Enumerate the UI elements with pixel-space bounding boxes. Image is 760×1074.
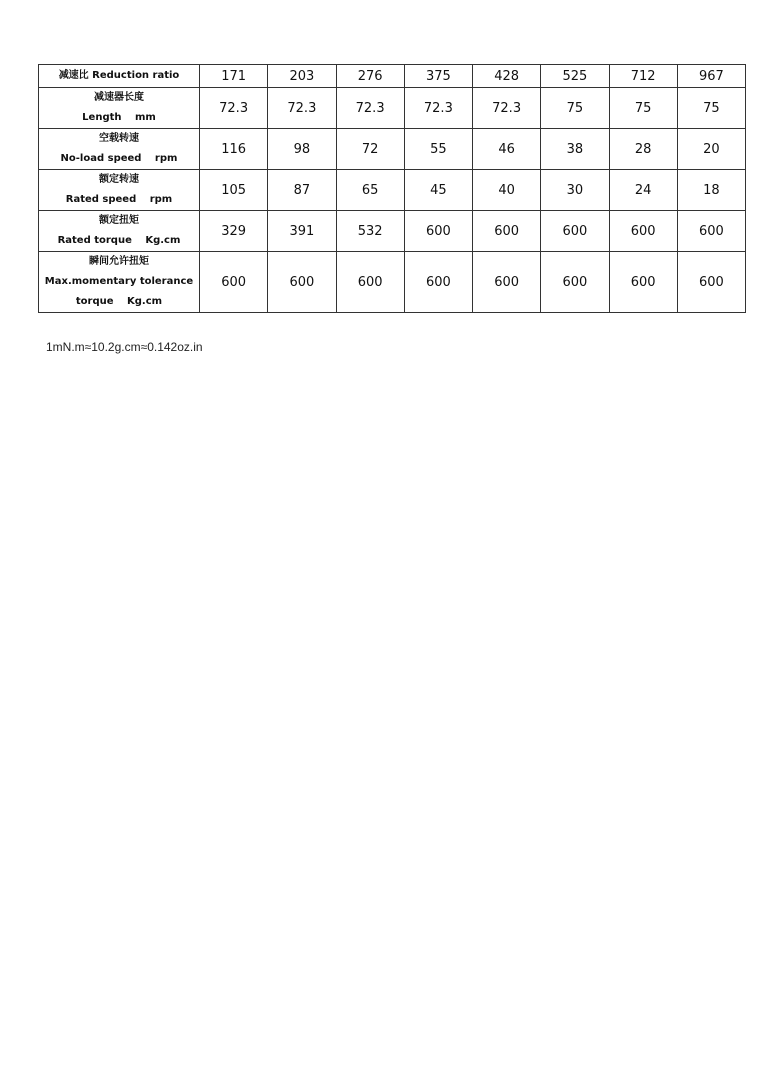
table-cell: 375 bbox=[404, 65, 472, 88]
no-load-speed-row bbox=[39, 129, 746, 170]
table-cell: 45 bbox=[404, 170, 472, 211]
table-cell: 600 bbox=[336, 252, 404, 313]
table-cell: 967 bbox=[677, 65, 745, 88]
table-cell: 72.3 bbox=[336, 88, 404, 129]
table-cell: 276 bbox=[336, 65, 404, 88]
table-cell: 600 bbox=[541, 252, 609, 313]
reduction-ratio-row bbox=[39, 65, 746, 88]
row-label-line: Rated torque Kg.cm bbox=[57, 235, 181, 246]
table-cell: 38 bbox=[541, 129, 609, 170]
table-cell: 72 bbox=[336, 129, 404, 170]
table-cell: 72.3 bbox=[200, 88, 268, 129]
table-cell: 600 bbox=[404, 252, 472, 313]
unit-conversion-note: 1mN.m≈10.2g.cm≈0.142oz.in bbox=[46, 340, 203, 354]
row-label-line: Rated speed rpm bbox=[65, 194, 173, 205]
row-label-line: 减速比 Reduction ratio bbox=[58, 70, 180, 81]
rated-torque-row bbox=[39, 211, 746, 252]
table-cell: 98 bbox=[268, 129, 336, 170]
table-cell: 600 bbox=[677, 252, 745, 313]
row-label-line: 额定扭矩 bbox=[99, 215, 139, 226]
table-cell: 525 bbox=[541, 65, 609, 88]
table-cell: 532 bbox=[336, 211, 404, 252]
table-cell: 46 bbox=[473, 129, 541, 170]
rated-speed-row bbox=[39, 170, 746, 211]
table-cell: 87 bbox=[268, 170, 336, 211]
row-label-line: No-load speed rpm bbox=[60, 153, 178, 164]
row-label-line: 额定转速 bbox=[99, 174, 139, 185]
table-cell: 20 bbox=[677, 129, 745, 170]
row-label-line: torque Kg.cm bbox=[75, 296, 163, 307]
table-cell: 329 bbox=[200, 211, 268, 252]
row-label-line: 瞬间允许扭矩 bbox=[89, 256, 149, 267]
row-label-line: 空载转速 bbox=[99, 133, 139, 144]
table-cell: 65 bbox=[336, 170, 404, 211]
row-label-line: Max.momentary tolerance bbox=[44, 276, 194, 287]
table-cell: 600 bbox=[473, 211, 541, 252]
table-cell: 24 bbox=[609, 170, 677, 211]
table-cell: 75 bbox=[677, 88, 745, 129]
table-cell: 30 bbox=[541, 170, 609, 211]
table-cell: 712 bbox=[609, 65, 677, 88]
table-cell: 600 bbox=[268, 252, 336, 313]
table-cell: 600 bbox=[473, 252, 541, 313]
table-cell: 600 bbox=[609, 211, 677, 252]
table-cell: 391 bbox=[268, 211, 336, 252]
row-label bbox=[39, 211, 200, 252]
row-label-line: Length mm bbox=[82, 112, 156, 123]
table-cell: 18 bbox=[677, 170, 745, 211]
max-momentary-torque-row bbox=[39, 252, 746, 313]
table-cell: 600 bbox=[541, 211, 609, 252]
table-cell: 72.3 bbox=[404, 88, 472, 129]
row-label bbox=[39, 65, 200, 88]
table-cell: 75 bbox=[609, 88, 677, 129]
table-cell: 72.3 bbox=[473, 88, 541, 129]
table-cell: 75 bbox=[541, 88, 609, 129]
row-label bbox=[39, 170, 200, 211]
table-cell: 428 bbox=[473, 65, 541, 88]
table-cell: 40 bbox=[473, 170, 541, 211]
table-cell: 600 bbox=[200, 252, 268, 313]
row-label bbox=[39, 129, 200, 170]
table-cell: 600 bbox=[404, 211, 472, 252]
table-cell: 28 bbox=[609, 129, 677, 170]
gear-specification-table bbox=[38, 64, 746, 313]
length-row bbox=[39, 88, 746, 129]
table-cell: 171 bbox=[200, 65, 268, 88]
table-cell: 116 bbox=[200, 129, 268, 170]
row-label bbox=[39, 252, 200, 313]
table-cell: 600 bbox=[677, 211, 745, 252]
table-cell: 600 bbox=[609, 252, 677, 313]
row-label-line: 减速器长度 bbox=[94, 92, 144, 103]
row-label bbox=[39, 88, 200, 129]
table-cell: 72.3 bbox=[268, 88, 336, 129]
table-cell: 55 bbox=[404, 129, 472, 170]
table-cell: 105 bbox=[200, 170, 268, 211]
table-cell: 203 bbox=[268, 65, 336, 88]
